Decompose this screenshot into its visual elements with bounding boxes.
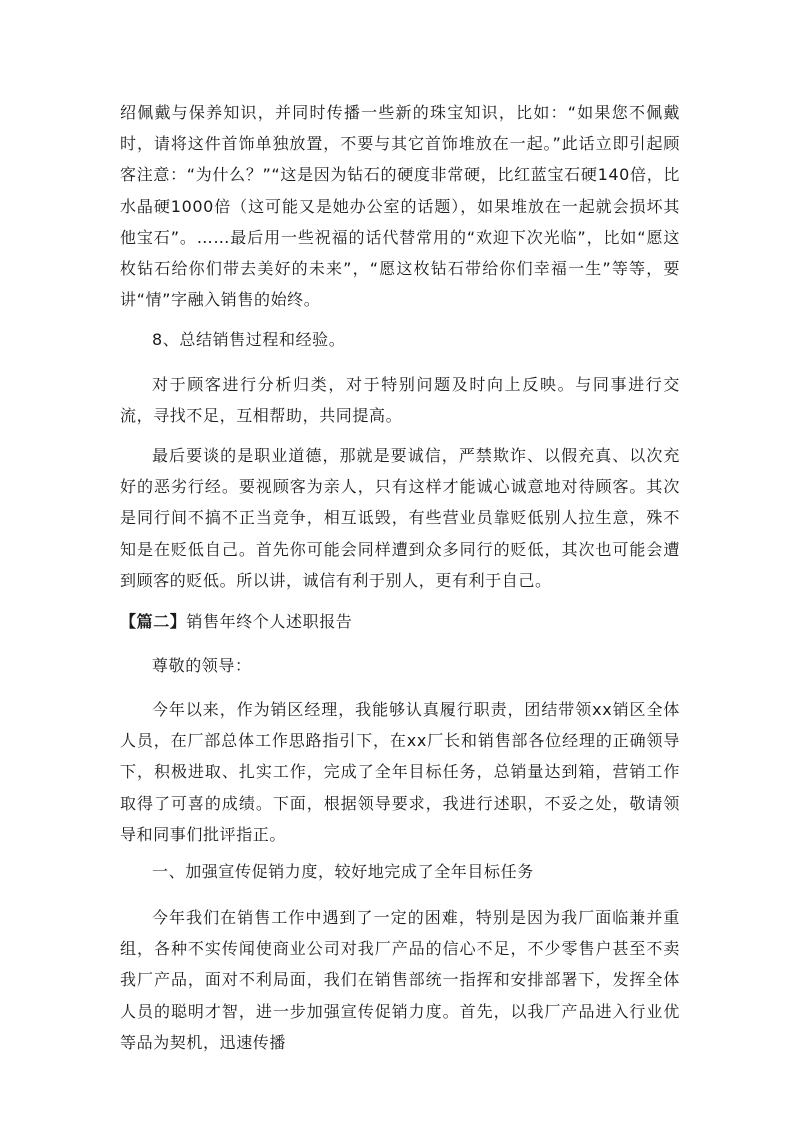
paragraph-sales-difficulties: 今年我们在销售工作中遇到了一定的困难，特别是因为我厂面临兼并重组，各种不实传闻使商业公司对我厂产品的信心不足，不少零售户甚至不卖我厂产品，面对不利局面，我们在销售部统一指挥和安排部署下，发挥全体人员的聪明才智，进一步加强宣传促销力度。首先，以我厂产品进入行业优等品为契机，迅速传播 [120,908,680,1052]
paragraph-intro: 今年以来，作为销区经理，我能够认真履行职责，团结带领xx销区全体人员，在厂部总体工作思路指引下，在xx厂长和销售部各位经理的正确领导下，积极进取、扎实工作，完成了全年目标任务，总销量达到箱，营销工作取得了可喜的成绩。下面，根据领导要求，我进行述职，不妥之处，敬请领导和同事们批评指正。 [120,700,680,844]
paragraph-customer-analysis: 对于顾客进行分析归类，对于特别问题及时向上反映。与同事进行交流，寻找不足，互相帮助，共同提高。 [120,375,680,426]
section-title: 销售年终个人述职报告 [186,612,353,631]
subheading-promotion: 一、加强宣传促销力度，较好地完成了全年目标任务 [152,862,534,881]
paragraph-professional-ethics: 最后要谈的是职业道德，那就是要诚信，严禁欺诈、以假充真、以次充好的恶劣行经。要视顾客为亲人，只有这样才能诚心诚意地对待顾客。其次是同行间不搞不正当竞争，相互诋毁，有些营业员靠贬低别人拉生意，殊不知是在贬低自己。首先你可能会同样遭到众多同行的贬低，其次也可能会遭到顾客的贬低。所以讲，诚信有利于别人，更有利于自己。 [120,446,680,590]
section-bracket-label: 【篇二】 [120,612,187,631]
section-heading [120,606,680,637]
salutation: 尊敬的领导： [152,656,252,675]
paragraph-jewelry-care: 绍佩戴与保养知识，并同时传播一些新的珠宝知识，比如：“如果您不佩戴时，请将这件首饰单独放置，不要与其它首饰堆放在一起。”此话立即引起顾客注意：“为什么？”“这是因为钻石的硬度非常硬，比红蓝宝石硬140倍，比水晶硬1000倍（这可能又是她办公室的话题），如果堆放在一起就会损坏其他宝石”。……最后用一些祝福的话代替常用的“欢迎下次光临”，比如“愿这枚钻石给你们带去美好的未来”，“愿这枚钻石带给你们幸福一生”等等，要讲“情”字融入销售的始终。 [120,103,680,310]
paragraph-item-8-heading: 8、总结销售过程和经验。 [152,330,346,349]
